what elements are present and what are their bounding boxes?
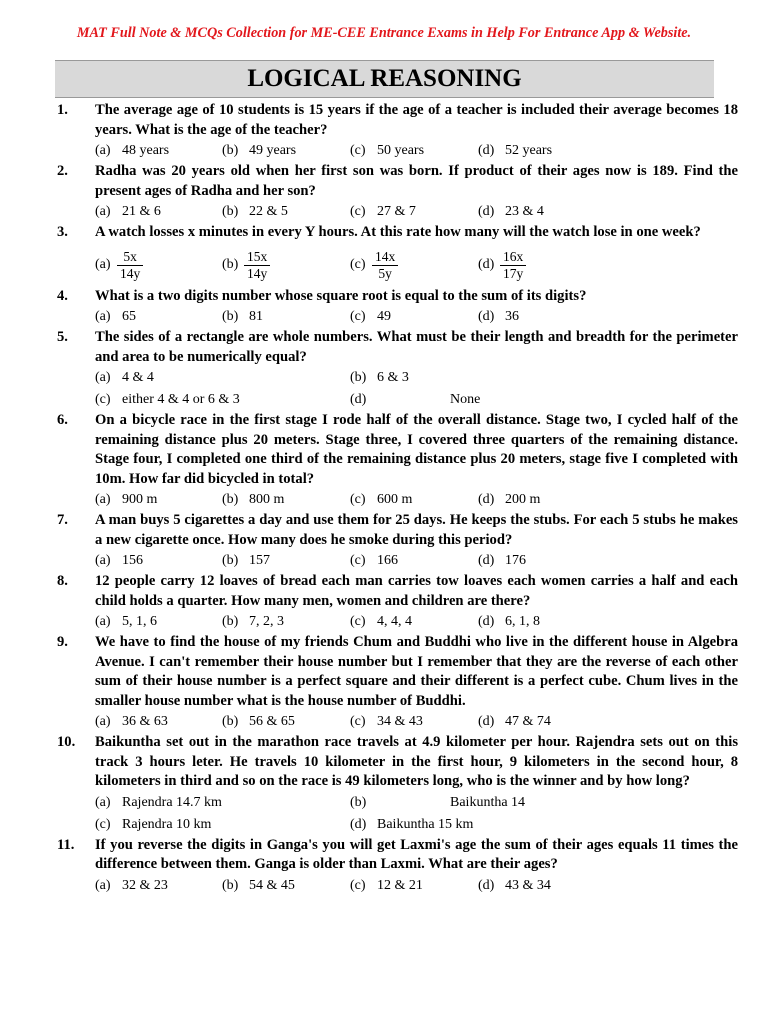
- option-b: (b) 22 & 5: [222, 204, 288, 219]
- option-d: (d) 47 & 74: [478, 714, 551, 729]
- question-number: 7.: [57, 512, 68, 528]
- fraction: $\frac{16x}{17y}$: [500, 249, 526, 282]
- question-1: [55, 101, 738, 162]
- question-11: [55, 836, 738, 897]
- option-b: (b) 81: [222, 309, 263, 324]
- option-c: (c) 4, 4, 4: [350, 614, 412, 629]
- question-text: If you reverse the digits in Ganga's you will get Laxmi's age the sum of their ages equals 11 times the difference between them. Ganga is older than Laxmi. What are their ages?: [95, 836, 738, 872]
- document-banner: MAT Full Note & MCQs Collection for ME-CEE Entrance Exams in Help For Entrance App & Website.: [76, 25, 692, 41]
- option-d: (d) 52 years: [478, 143, 553, 158]
- question-5: [55, 328, 738, 411]
- question-10: [55, 733, 738, 836]
- question-3: [55, 223, 738, 287]
- question-text: We have to find the house of my friends Chum and Buddhi who live in the different house in Algebra Avenue. I can't remember their house number but I remember that they are the reverse of each other sum of their house number is a perfect square and their different is a perfect cube. Chum lives in the smaller house number what is the house number of Buddhi.: [95, 634, 738, 709]
- option-c: (c) 34 & 43: [350, 714, 423, 729]
- question-number: 6.: [57, 412, 68, 428]
- fraction: $\frac{5x}{14y}$: [117, 249, 143, 282]
- option-a: (a) 4 & 4: [95, 370, 154, 385]
- option-d: (d) 6, 1, 8: [478, 614, 540, 629]
- question-4: [55, 287, 738, 329]
- option-c: (c) 27 & 7: [350, 204, 416, 219]
- option-b: (b) 7, 2, 3: [222, 614, 284, 629]
- fraction: $\frac{15x}{14y}$: [244, 249, 270, 282]
- option-b: (b) 54 & 45: [222, 877, 295, 893]
- question-text: Baikuntha set out in the marathon race travels at 4.9 kilometer per hour. Rajendra sets out on this track 3 hours leter. He travels 10 kilometer in the first hour, 9 kilometers in the second hour, 8 kilometers in third and so on the race is 49 kilometers long, who is the winner and by how long?: [95, 734, 738, 789]
- option-d: (d) 176: [478, 553, 526, 568]
- options-row: [95, 792, 738, 814]
- option-a: (a) 5, 1, 6: [95, 614, 157, 629]
- option-c: (c) 600 m: [350, 492, 413, 507]
- options-row: [95, 306, 738, 328]
- question-text: The average age of 10 students is 15 years if the age of a teacher is included their average becomes 18 years. What is the age of the teacher?: [95, 102, 738, 138]
- question-number: 2.: [57, 163, 68, 179]
- option-b: (b) 6 & 3: [350, 370, 409, 385]
- option-d: (d) 23 & 4: [478, 204, 544, 219]
- option-a: (a) 21 & 6: [95, 204, 161, 219]
- question-number: 4.: [57, 287, 68, 304]
- question-number: 11.: [57, 836, 75, 853]
- option-d: (d) $\frac{16x}{17y}$: [478, 249, 526, 282]
- question-text: The sides of a rectangle are whole numbers. What must be their length and breadth for the perimeter and area to be numerically equal?: [95, 329, 738, 365]
- option-b: (b) 56 & 65: [222, 714, 295, 729]
- question-number: 10.: [57, 734, 76, 750]
- options-row: [95, 367, 738, 389]
- option-d: (d) Baikuntha 15 km: [350, 816, 474, 832]
- question-8: [55, 572, 738, 633]
- question-7: [55, 511, 738, 572]
- question-number: 5.: [57, 329, 68, 345]
- option-c: (c) either 4 & 4 or 6 & 3: [95, 392, 240, 407]
- question-9: [55, 633, 738, 733]
- options-row: [95, 711, 738, 733]
- options-row: [95, 814, 738, 836]
- option-a: (a) 48 years: [95, 143, 170, 158]
- options-row: [95, 389, 738, 411]
- question-list: [55, 101, 738, 897]
- question-2: [55, 162, 738, 223]
- option-b: (b) 157: [222, 553, 270, 568]
- option-c: (c) $\frac{14x}{5y}$: [350, 249, 398, 282]
- option-a: (a) $\frac{5x}{14y}$: [95, 249, 143, 282]
- option-b: (b) $\frac{15x}{14y}$: [222, 249, 270, 282]
- option-b: (b) 49 years: [222, 143, 297, 158]
- question-text: What is a two digits number whose square root is equal to the sum of its digits?: [95, 287, 587, 304]
- option-d: (d) 200 m: [478, 492, 541, 507]
- question-text: 12 people carry 12 loaves of bread each man carries tow loaves each women carries a half and each child holds a quarter. How many men, women and children are there?: [95, 573, 738, 609]
- page-title: LOGICAL REASONING: [55, 60, 714, 98]
- option-b: (b) Baikuntha 14: [350, 794, 526, 810]
- question-text: On a bicycle race in the first stage I rode half of the overall distance. Stage two, I cycled half of the remaining distance plus 20 meters. Stage three, I covered three quarters of the remaining distance. Stage four, I completed one third of the remaining distance plus 20 meters, stage five I completed with 10m. How far did bicycled in total?: [95, 412, 738, 487]
- option-c: (c) 50 years: [350, 143, 425, 158]
- option-d: (d) 43 & 34: [478, 877, 551, 893]
- question-number: 3.: [57, 224, 68, 240]
- question-text: A watch losses x minutes in every Y hours. At this rate how many will the watch lose in one week?: [95, 224, 701, 240]
- question-number: 1.: [57, 102, 68, 118]
- options-row: [95, 201, 738, 223]
- option-a: (a) 36 & 63: [95, 714, 168, 729]
- option-a: (a) 32 & 23: [95, 877, 168, 893]
- fraction: $\frac{14x}{5y}$: [372, 249, 398, 282]
- question-number: 8.: [57, 573, 68, 589]
- options-row: [95, 243, 738, 287]
- option-c: (c) Rajendra 10 km: [95, 816, 212, 832]
- option-b: (b) 800 m: [222, 492, 285, 507]
- options-row: [95, 550, 738, 572]
- options-row: [95, 140, 738, 162]
- option-a: (a) Rajendra 14.7 km: [95, 794, 222, 810]
- option-c: (c) 166: [350, 553, 398, 568]
- question-text: A man buys 5 cigarettes a day and use them for 25 days. He keeps the stubs. For each 5 stubs he makes a new cigarette once. How many does he smoke during this period?: [95, 512, 738, 548]
- option-a: (a) 900 m: [95, 492, 158, 507]
- options-row: [95, 489, 738, 511]
- option-a: (a) 65: [95, 309, 136, 324]
- question-6: [55, 411, 738, 511]
- option-d: (d) None: [350, 392, 481, 407]
- option-d: (d) 36: [478, 309, 519, 324]
- options-row: [95, 875, 738, 897]
- option-c: (c) 49: [350, 309, 391, 324]
- question-number: 9.: [57, 634, 68, 650]
- option-a: (a) 156: [95, 553, 143, 568]
- options-row: [95, 611, 738, 633]
- question-text: Radha was 20 years old when her first son was born. If product of their ages now is 189. Find the present ages of Radha and her son?: [95, 163, 738, 199]
- option-c: (c) 12 & 21: [350, 877, 423, 893]
